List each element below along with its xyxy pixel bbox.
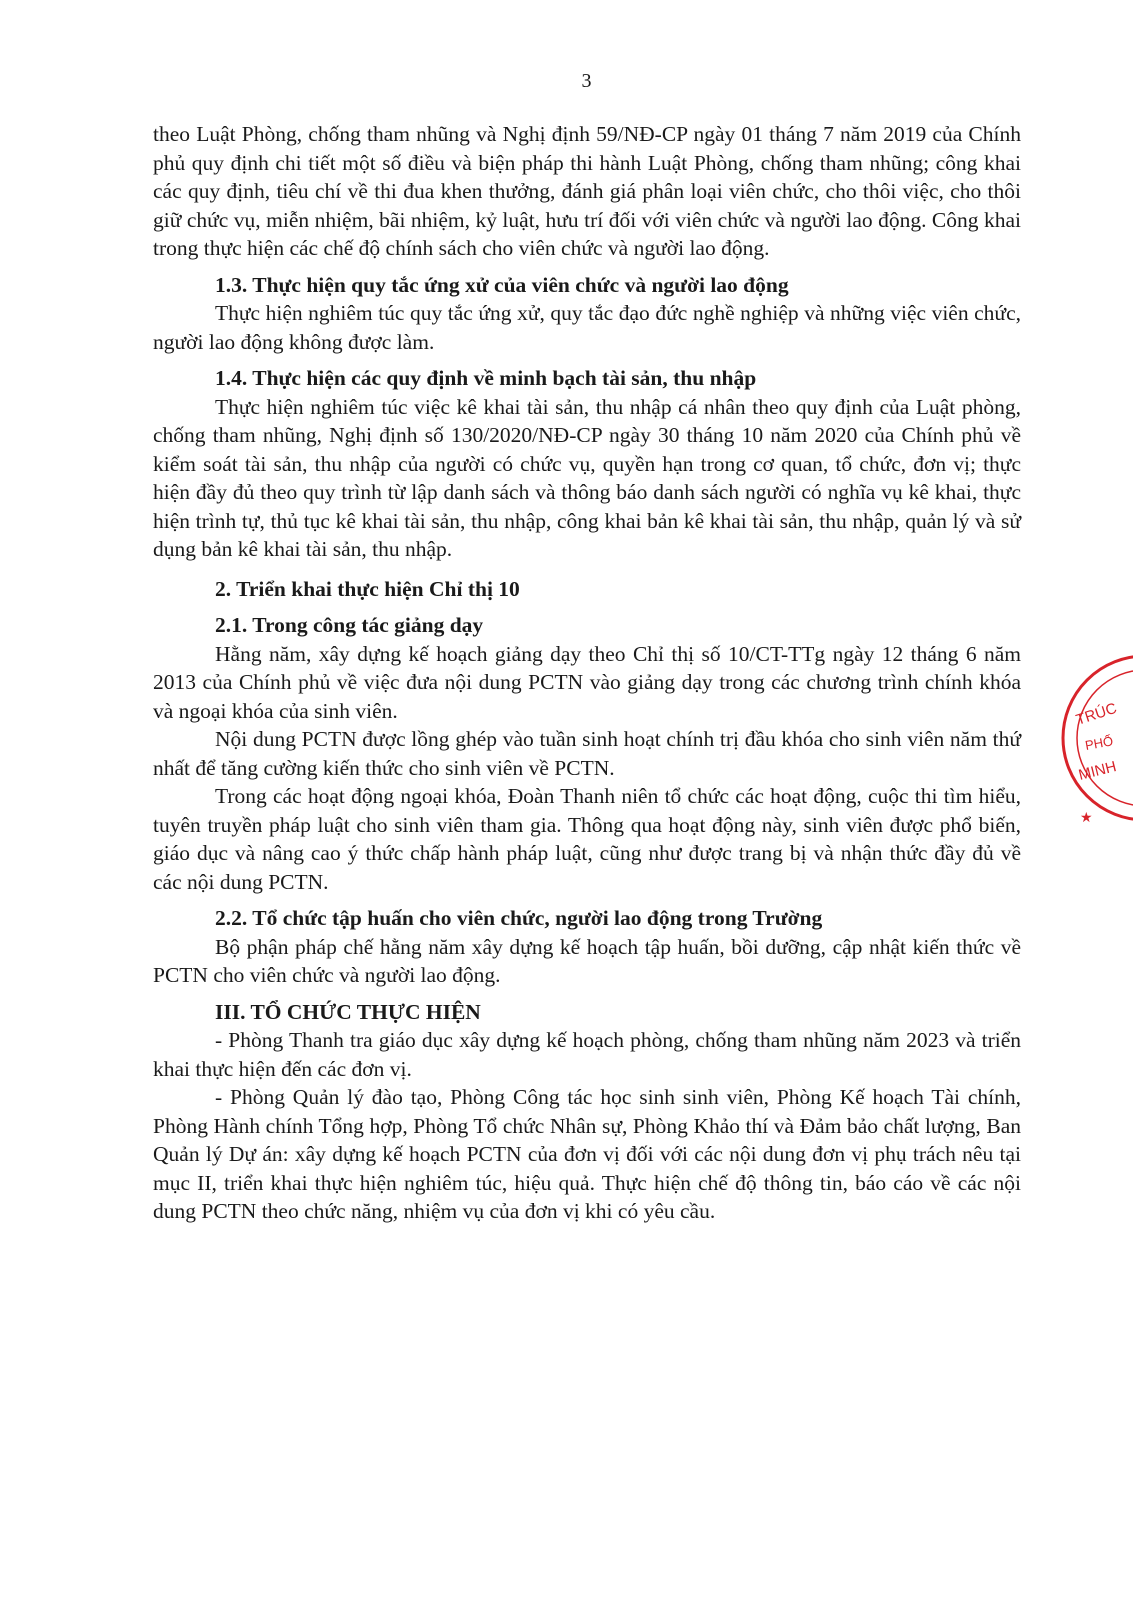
- paragraph: Hằng năm, xây dựng kế hoạch giảng dạy theo Chỉ thị số 10/CT-TTg ngày 12 tháng 6 năm 2013 của Chính phủ về việc đưa nội dung PCTN vào giảng dạy trong các chương trình chính khóa và ngoại khóa của sinh viên.: [153, 641, 1021, 723]
- stamp-text: PHỐ: [1083, 733, 1115, 753]
- paragraph: Bộ phận pháp chế hằng năm xây dựng kế hoạch tập huấn, bồi dưỡng, cập nhật kiến thức về PCTN cho viên chức và người lao động.: [153, 934, 1021, 987]
- page-number: 3: [581, 70, 592, 92]
- paragraph: Thực hiện nghiêm túc quy tắc ứng xử, quy tắc đạo đức nghề nghiệp và những việc viên chức, người lao động không được làm.: [153, 301, 1021, 354]
- section-heading: 2. Triển khai thực hiện Chỉ thị 10: [215, 576, 520, 601]
- section-heading: 1.3. Thực hiện quy tắc ứng xử của viên chức và người lao động: [215, 272, 789, 297]
- chapter-heading: III. TỔ CHỨC THỰC HIỆN: [215, 999, 481, 1024]
- paragraph: Thực hiện nghiêm túc việc kê khai tài sản, thu nhập cá nhân theo quy định của Luật phòng, chống tham nhũng, Nghị định số 130/2020/NĐ-CP ngày 30 tháng 10 năm 2020 của Chính phủ về kiểm soát tài sản, thu nhập của người có chức vụ, quyền hạn trong cơ quan, tổ chức, đơn vị; thực hiện đầy đủ theo quy trình từ lập danh sách và thông báo danh sách người có nghĩa vụ kê khai, thực hiện trình tự, thủ tục kê khai tài sản, thu nhập, công khai bản kê khai tài sản, thu nhập, quản lý và sử dụng bản kê khai tài sản, thu nhập.: [153, 394, 1021, 561]
- stamp-text: TRÚC: [1073, 699, 1119, 729]
- document-body: [153, 120, 1021, 1226]
- paragraph: - Phòng Thanh tra giáo dục xây dựng kế hoạch phòng, chống tham nhũng năm 2023 và triển khai thực hiện đến các đơn vị.: [153, 1028, 1021, 1081]
- paragraph: - Phòng Quản lý đào tạo, Phòng Công tác học sinh sinh viên, Phòng Kế hoạch Tài chính, Phòng Hành chính Tổng hợp, Phòng Tổ chức Nhân sự, Phòng Khảo thí và Đảm bảo chất lượng, Ban Quản lý Dự án: xây dựng kế hoạch PCTN của đơn vị đối với các nội dung đơn vị phụ trách nêu tại mục II, triển khai thực hiện nghiêm túc, hiệu quả. Thực hiện chế độ thông tin, báo cáo về các nội dung PCTN theo chức năng, nhiệm vụ của đơn vị khi có yêu cầu.: [153, 1085, 1021, 1223]
- section-heading: 2.2. Tổ chức tập huấn cho viên chức, người lao động trong Trường: [215, 906, 823, 930]
- paragraph: theo Luật Phòng, chống tham nhũng và Nghị định 59/NĐ-CP ngày 01 tháng 7 năm 2019 của Chính phủ quy định chi tiết một số điều và biện pháp thi hành Luật Phòng, chống tham nhũng; công khai các quy định, tiêu chí về thi đua khen thưởng, đánh giá phân loại viên chức, cho thôi việc, cho thôi giữ chức vụ, miễn nhiệm, bãi nhiệm, kỷ luật, hưu trí đối với viên chức và người lao động. Công khai trong thực hiện các chế độ chính sách cho viên chức và người lao động.: [153, 122, 1021, 260]
- section-heading: 1.4. Thực hiện các quy định về minh bạch tài sản, thu nhập: [215, 366, 757, 390]
- section-heading: 2.1. Trong công tác giảng dạy: [215, 613, 484, 637]
- stamp-star-icon: ★: [1080, 809, 1093, 825]
- paragraph: Nội dung PCTN được lồng ghép vào tuần sinh hoạt chính trị đầu khóa cho sinh viên năm thứ nhất để tăng cường kiến thức cho sinh viên về PCTN.: [153, 727, 1021, 780]
- paragraph: Trong các hoạt động ngoại khóa, Đoàn Thanh niên tổ chức các hoạt động, cuộc thi tìm hiểu, tuyên truyền pháp luật cho sinh viên tham gia. Thông qua hoạt động này, sinh viên được phổ biến, giáo dục và nâng cao ý thức chấp hành pháp luật, cũng như được trang bị và nhận thức đầy đủ về các nội dung PCTN.: [153, 784, 1021, 894]
- official-stamp: [1050, 650, 1133, 825]
- stamp-text: MINH: [1076, 758, 1119, 784]
